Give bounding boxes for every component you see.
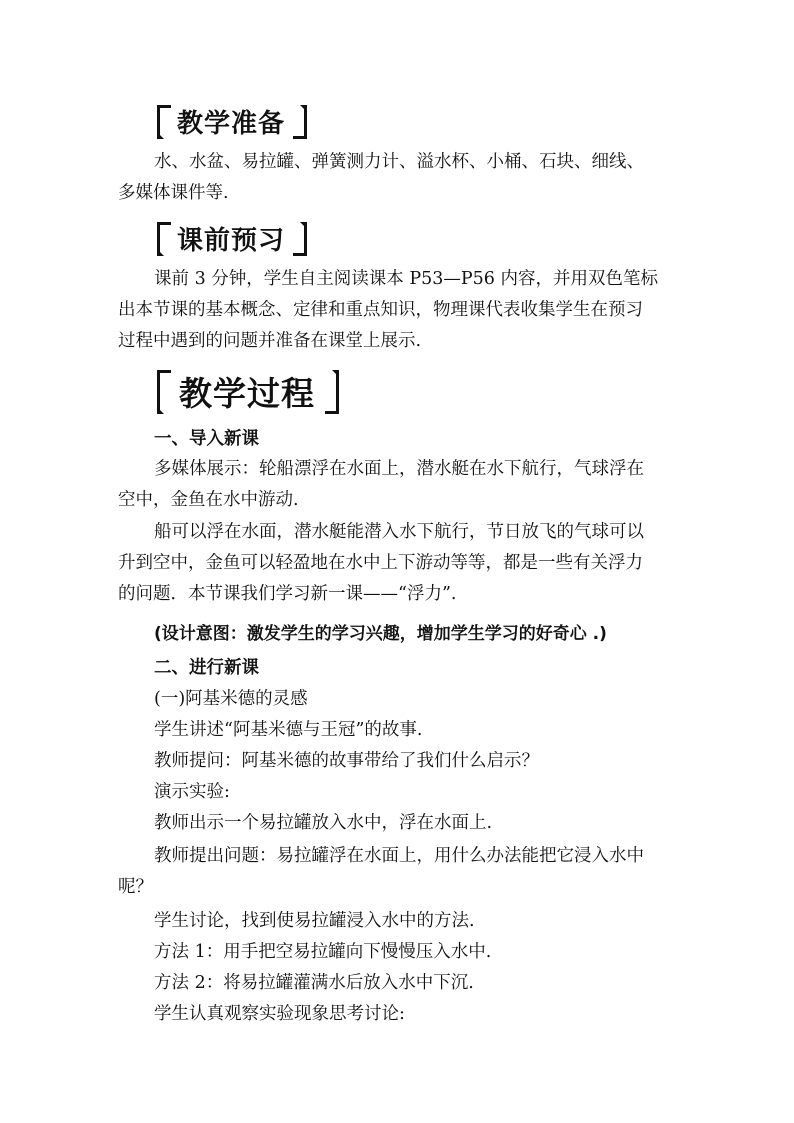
part-heading: 二、进行新课	[154, 658, 259, 678]
paragraph-line: 的问题．本节课我们学习新一课——“浮力”.	[118, 584, 457, 604]
section-title: 教学准备	[177, 109, 286, 139]
paragraph-line: 教师出示一个易拉罐放入水中，浮在水面上.	[154, 813, 493, 833]
paragraph-line: 课前 3 分钟，学生自主阅读课本 P53—P56 内容，并用双色笔标	[154, 269, 658, 289]
design-intent-note: (设计意图：激发学生的学习兴趣，增加学生学习的好奇心 .)	[154, 624, 607, 644]
paragraph-line: 水、水盆、易拉罐、弹簧测力计、溢水杯、小桶、石块、细线、	[154, 152, 644, 172]
left-bracket-icon	[157, 222, 171, 256]
paragraph-line: 学生认真观察实验现象思考讨论:	[154, 1004, 405, 1024]
paragraph-line: 呢？	[118, 877, 153, 897]
right-bracket-icon	[293, 222, 307, 256]
paragraph-line: 升到空中，金鱼可以轻盈地在水中上下游动等等，都是一些有关浮力	[118, 553, 643, 573]
section-heading-process	[157, 368, 339, 415]
paragraph-line: 多媒体课件等.	[118, 183, 229, 203]
section-heading-prep	[157, 103, 307, 140]
section-heading-preview	[157, 220, 307, 257]
paragraph-line: 方法 2：将易拉罐灌满水后放入水中下沉.	[154, 973, 474, 993]
right-bracket-icon	[325, 370, 339, 414]
paragraph-line: 演示实验:	[154, 782, 230, 802]
section-title: 课前预习	[177, 226, 286, 256]
right-bracket-icon	[293, 105, 307, 139]
sub-heading: (一)阿基米德的灵感	[154, 689, 308, 709]
paragraph-line: 多媒体展示：轮船漂浮在水面上，潜水艇在水下航行，气球浮在	[154, 459, 644, 479]
paragraph-line: 空中，金鱼在水中游动.	[118, 490, 299, 510]
paragraph-line: 学生讲述“阿基米德与王冠”的故事.	[154, 720, 423, 740]
left-bracket-icon	[157, 105, 171, 139]
paragraph-line: 方法 1：用手把空易拉罐向下慢慢压入水中.	[154, 942, 492, 962]
section-title: 教学过程	[179, 374, 315, 413]
paragraph-line: 教师提问：阿基米德的故事带给了我们什么启示？	[154, 751, 539, 771]
paragraph-line: 学生讨论，找到使易拉罐浸入水中的方法.	[154, 911, 475, 931]
part-heading: 一、导入新课	[154, 429, 259, 449]
paragraph-line: 教师提出问题：易拉罐浮在水面上，用什么办法能把它浸入水中	[154, 846, 644, 866]
left-bracket-icon	[157, 370, 171, 414]
paragraph-line: 出本节课的基本概念、定律和重点知识，物理课代表收集学生在预习	[118, 300, 643, 320]
paragraph-line: 船可以浮在水面，潜水艇能潜入水下航行，节日放飞的气球可以	[154, 522, 644, 542]
paragraph-line: 过程中遇到的问题并准备在课堂上展示.	[118, 331, 422, 351]
